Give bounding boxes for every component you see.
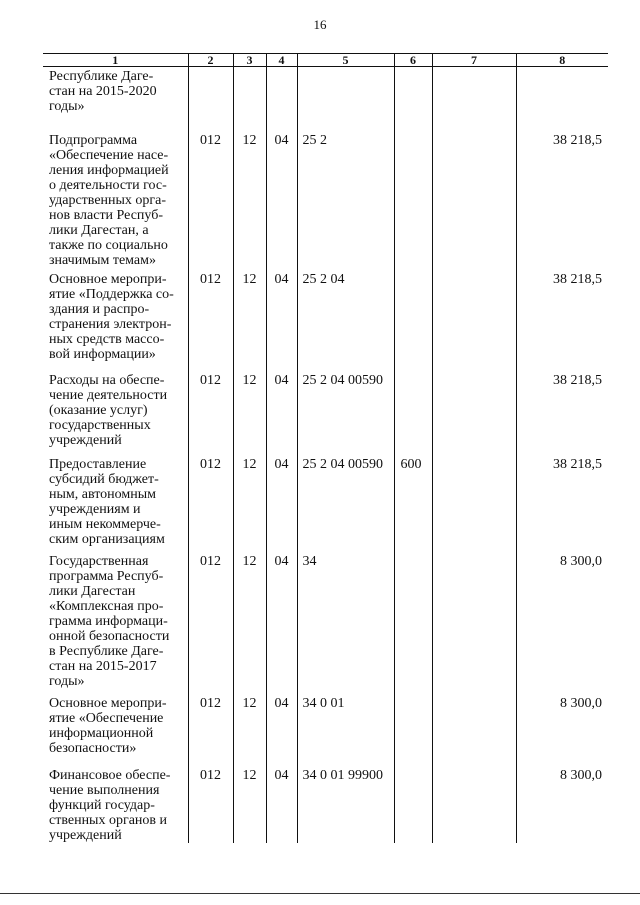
- column-header-4: 4: [266, 54, 297, 67]
- column-header-5: 5: [297, 54, 394, 67]
- table-row: [43, 67, 608, 132]
- table-row: [43, 694, 608, 766]
- column-7-value: [432, 67, 516, 132]
- subsection-code: 04: [266, 455, 297, 552]
- expense-type-code: [394, 552, 432, 694]
- expense-item-name: Финансовое обеспе- чение выполнения функций государ- ственных органов и учреждений: [49, 768, 171, 843]
- target-article-code: 25 2 04 00590: [297, 455, 394, 552]
- section-code: 12: [233, 270, 266, 371]
- table-row: [43, 131, 608, 270]
- amount-value: 8 300,0: [516, 694, 608, 766]
- column-7-value: [432, 694, 516, 766]
- expense-type-code: 600: [394, 455, 432, 552]
- column-7-value: [432, 552, 516, 694]
- ministry-code: 012: [188, 455, 233, 552]
- target-article-code: 34 0 01: [297, 694, 394, 766]
- expense-type-code: [394, 270, 432, 371]
- target-article-code: [297, 67, 394, 132]
- amount-value: 38 218,5: [516, 371, 608, 455]
- ministry-code: 012: [188, 270, 233, 371]
- table-row: [43, 552, 608, 694]
- table-row: [43, 766, 608, 843]
- table-row: [43, 455, 608, 552]
- target-article-code: 34 0 01 99900: [297, 766, 394, 843]
- expense-item-name: Подпрограмма «Обеспечение насе- ления информацией о деятельности гос- ударственных орга- нов власти Респуб- лики Дагестан, а также по социально значимым темам»: [49, 133, 169, 268]
- page-number: 16: [313, 17, 327, 32]
- ministry-code: 012: [188, 131, 233, 270]
- column-7-value: [432, 455, 516, 552]
- expense-item-name: Республике Даге- стан на 2015-2020 годы»: [49, 69, 157, 114]
- header-row: [43, 54, 608, 67]
- expense-type-code: [394, 67, 432, 132]
- expense-item-name: Расходы на обеспе- чение деятельности (оказание услуг) государственных учреждений: [49, 373, 168, 448]
- subsection-code: [266, 67, 297, 132]
- subsection-code: 04: [266, 270, 297, 371]
- column-7-value: [432, 766, 516, 843]
- ministry-code: 012: [188, 694, 233, 766]
- amount-value: 8 300,0: [516, 766, 608, 843]
- expense-item-name: Государственная программа Респуб- лики Дагестан «Комплексная про- грамма информаци- онной безопасности в Республике Даге- стан на 2015-2017 годы»: [49, 554, 170, 689]
- column-header-2: 2: [188, 54, 233, 67]
- column-7-value: [432, 131, 516, 270]
- subsection-code: 04: [266, 552, 297, 694]
- section-code: 12: [233, 694, 266, 766]
- subsection-code: 04: [266, 131, 297, 270]
- amount-value: 38 218,5: [516, 131, 608, 270]
- target-article-code: 25 2 04 00590: [297, 371, 394, 455]
- column-header-7: 7: [432, 54, 516, 67]
- table-row: [43, 270, 608, 371]
- expense-type-code: [394, 131, 432, 270]
- amount-value: 38 218,5: [516, 455, 608, 552]
- expense-item-name: Основное меропри- ятие «Поддержка со- здания и распро- странения электрон- ных средств массо- вой информации»: [49, 272, 174, 362]
- amount-value: [516, 67, 608, 132]
- ministry-code: 012: [188, 766, 233, 843]
- section-code: [233, 67, 266, 132]
- column-header-6: 6: [394, 54, 432, 67]
- ministry-code: 012: [188, 552, 233, 694]
- page-bottom-edge: [0, 893, 640, 894]
- ministry-code: [188, 67, 233, 132]
- expense-type-code: [394, 766, 432, 843]
- section-code: 12: [233, 131, 266, 270]
- section-code: 12: [233, 552, 266, 694]
- section-code: 12: [233, 455, 266, 552]
- expense-type-code: [394, 371, 432, 455]
- subsection-code: 04: [266, 766, 297, 843]
- expense-item-name: Основное меропри- ятие «Обеспечение информационной безопасности»: [49, 696, 167, 756]
- section-code: 12: [233, 766, 266, 843]
- expense-type-code: [394, 694, 432, 766]
- target-article-code: 25 2 04: [297, 270, 394, 371]
- amount-value: 38 218,5: [516, 270, 608, 371]
- section-code: 12: [233, 371, 266, 455]
- expense-item-name: Предоставление субсидий бюджет- ным, автономным учреждениям и иным некоммерче- ским организациям: [49, 457, 165, 547]
- ministry-code: 012: [188, 371, 233, 455]
- amount-value: 8 300,0: [516, 552, 608, 694]
- column-header-3: 3: [233, 54, 266, 67]
- subsection-code: 04: [266, 371, 297, 455]
- column-7-value: [432, 270, 516, 371]
- column-header-1: 1: [43, 54, 188, 67]
- column-header-8: 8: [516, 54, 608, 67]
- target-article-code: 25 2: [297, 131, 394, 270]
- column-7-value: [432, 371, 516, 455]
- subsection-code: 04: [266, 694, 297, 766]
- budget-table: [43, 53, 608, 843]
- target-article-code: 34: [297, 552, 394, 694]
- table-row: [43, 371, 608, 455]
